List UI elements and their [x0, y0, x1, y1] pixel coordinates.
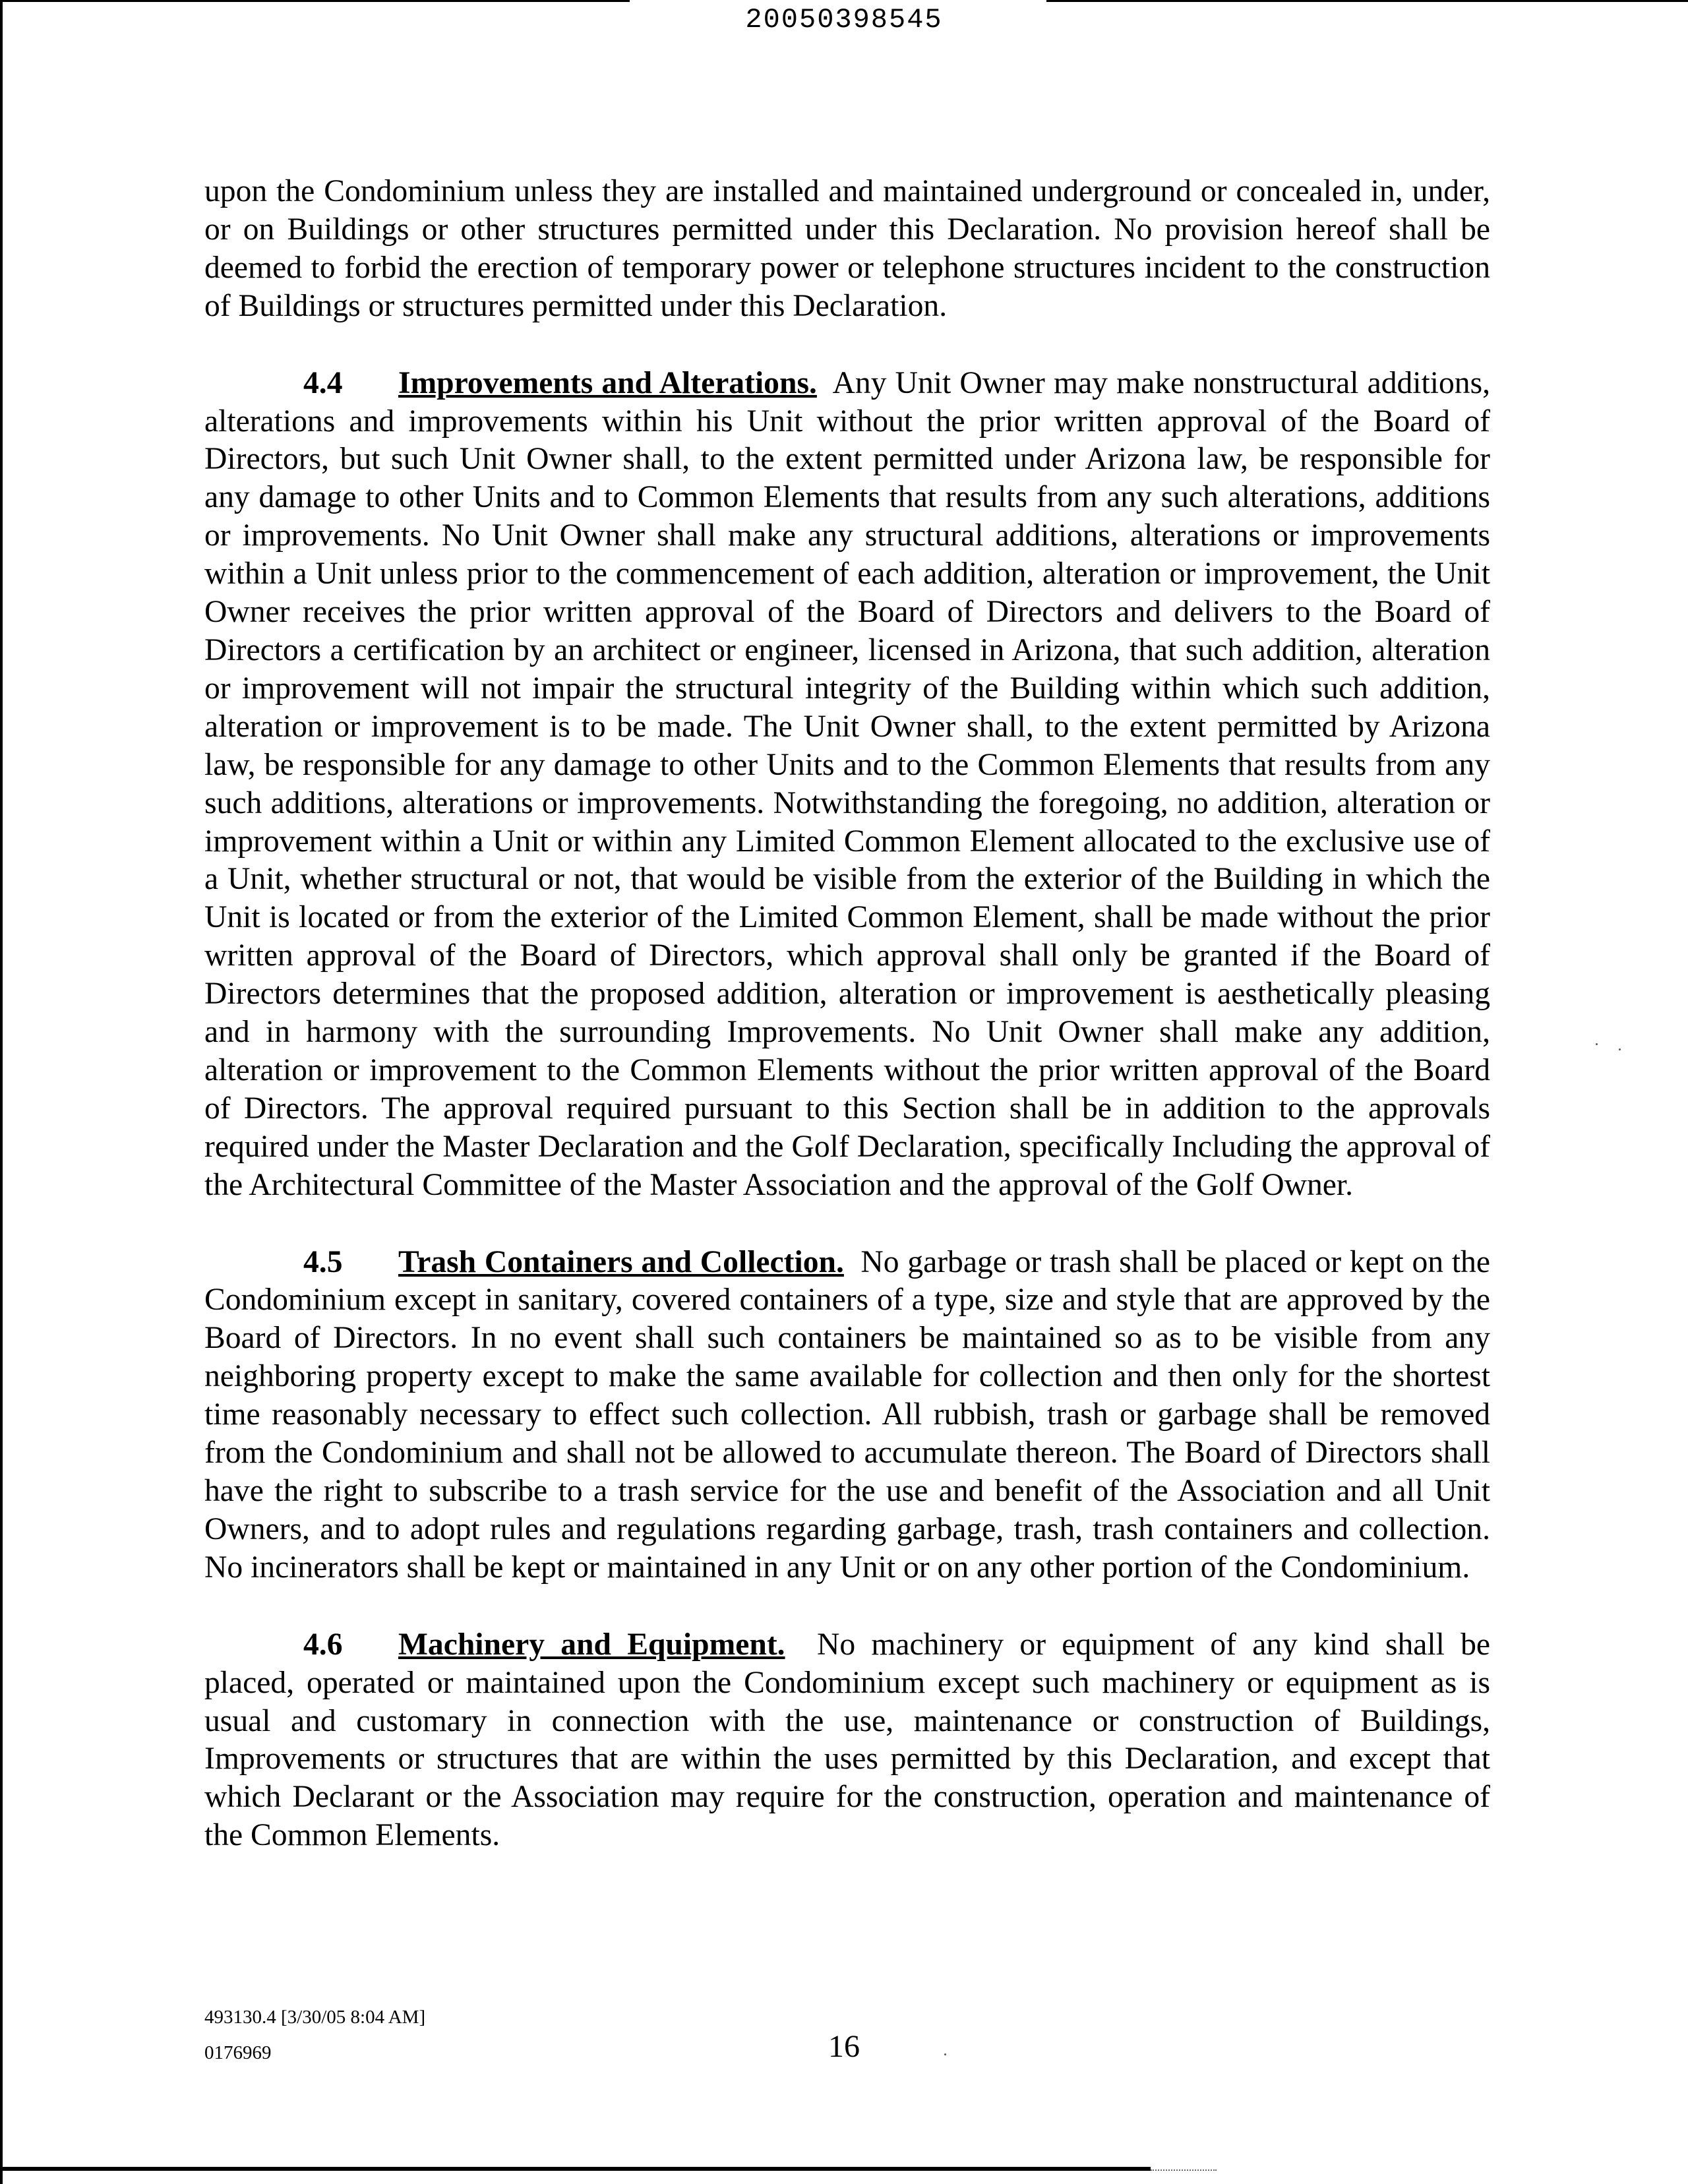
section-heading: Machinery and Equipment. [398, 1627, 785, 1662]
scan-speck [1596, 1043, 1598, 1045]
page-number: 16 [828, 2029, 860, 2064]
section-body: No garbage or trash shall be placed or kept on the Condominium except in sanitary, covered containers of a type, size and style that are approved by the Board of Directors. In no event shall such containers be maintained so as to be visible from any neighboring property except to make the same available for collection and then only for the shortest time reasonably necessary to effect such collection. All rubbish, trash or garbage shall be removed from the Condominium and shall not be allowed to accumulate thereon. The Board of Directors shall have the right to subscribe to a trash service for the use and benefit of the Association and all Unit Owners, and to adopt rules and regulations regarding garbage, trash, trash containers and collection. No incinerators shall be kept or maintained in any Unit or on any other portion of the Condominium. [204, 1244, 1490, 1585]
section-4-6 [204, 1626, 1490, 1855]
scan-border-top-left [0, 0, 630, 2]
section-heading: Trash Containers and Collection. [398, 1244, 844, 1279]
scan-speck [1619, 1048, 1621, 1050]
section-heading: Improvements and Alterations. [398, 365, 817, 400]
section-number: 4.5 [303, 1244, 343, 1279]
continued-paragraph: upon the Condominium unless they are installed and maintained underground or concealed in, under, or on Buildings or other structures permitted under this Declaration. No provision hereof shall be deemed to forbid the erection of temporary power or telephone structures incident to the construction of Buildings or structures permitted under this Declaration. [204, 174, 1490, 323]
section-body: Any Unit Owner may make nonstructural additions, alterations and improvements within his Unit without the prior written approval of the Board of Directors, but such Unit Owner shall, to the extent permitted under Arizona law, be responsible for any damage to other Units and to Common Elements that results from any such alterations, additions or improvements. No Unit Owner shall make any structural additions, alterations or improvements within a Unit unless prior to the commencement of each addition, alteration or improvement, the Unit Owner receives the prior written approval of the Board of Directors and delivers to the Board of Directors a certification by an architect or engineer, licensed in Arizona, that such addition, alteration or improvement will not impair the structural integrity of the Building within which such addition, alteration or improvement is to be made. The Unit Owner shall, to the extent permitted by Arizona law, be responsible for any damage to other Units and to the Common Elements that results from any such additions, alterations or improvements. Notwithstanding the foregoing, no addition, alteration or improvement within a Unit or within any Limited Common Element allocated to the exclusive use of a Unit, whether structural or not, that would be visible from the exterior of the Building in which the Unit is located or from the exterior of the Limited Common Element, shall be made without the prior written approval of the Board of Directors, which approval shall only be granted if the Board of Directors determines that the proposed addition, alteration or improvement is aesthetically pleasing and in harmony with the surrounding Improvements. No Unit Owner shall make any addition, alteration or improvement to the Common Elements without the prior written approval of the Board of Directors. The approval required pursuant to this Section shall be in addition to the approvals required under the Master Declaration and the Golf Declaration, specifically Including the approval of the Architectural Committee of the Master Association and the approval of the Golf Owner. [204, 365, 1490, 1202]
scan-border-bottom-dotted [1151, 2169, 1217, 2171]
scan-border-bottom [0, 2167, 1151, 2171]
section-4-5 [204, 1244, 1490, 1587]
scan-speck [944, 2053, 946, 2055]
footer-doc-ref: 493130.4 [3/30/05 8:04 AM] [204, 2007, 426, 2028]
section-4-4 [204, 365, 1490, 1205]
recording-number: 20050398545 [745, 4, 943, 36]
section-number: 4.4 [303, 365, 343, 400]
scan-border-left [0, 0, 3, 2184]
footer-file-number: 0176969 [204, 2042, 272, 2063]
document-body [204, 173, 1490, 1894]
section-body: No machinery or equipment of any kind shall be placed, operated or maintained upon the Condominium except such machinery or equipment as is usual and customary in connection with the use, maintenance or construction of Buildings, Improvements or structures that are within the uses permitted by this Declaration, and except that which Declarant or the Association may require for the construction, operation and maintenance of the Common Elements. [204, 1627, 1490, 1853]
scan-border-top-right [1046, 0, 1688, 2]
section-number: 4.6 [303, 1627, 343, 1662]
